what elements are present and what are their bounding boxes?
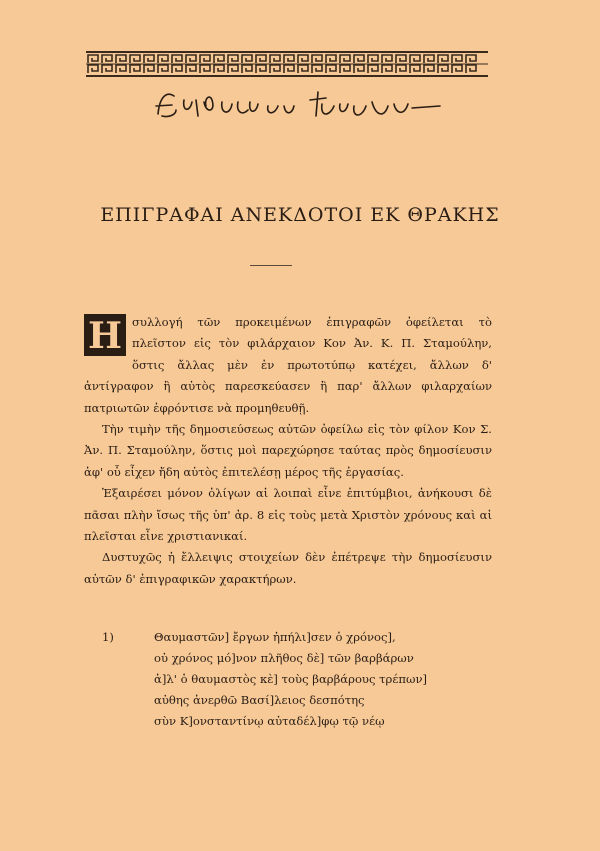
paragraph: Ἐξαιρέσει μόνον ὀλίγων αἱ λοιπαὶ εἶνε ἐπιτύμβιοι, ἀνήκουσι δὲ πᾶσαι πλὴν ἴσως τῆς ὑπ' ἀρ. 8 εἰς τοὺς μετὰ Χριστὸν χρόνους καὶ αἱ πλεῖσται εἶνε χριστιανικαί. (84, 486, 492, 544)
inscription-line: Θαυμαστῶν] ἔργων ἠπήλι]σεν ὁ χρόνος], (154, 630, 396, 644)
greek-key-ornament (86, 51, 488, 77)
paragraph: Δυστυχῶς ἡ ἔλλειψις στοιχείων δὲν ἐπέτρεψε τὴν δημοσίευσιν αὐτῶν δ' ἐπιγραφικῶν χαρακτήρων. (84, 550, 492, 586)
inscription-line: αὐθης ἀνερθῶ Βασί]λειος δεσπότης (154, 693, 365, 707)
paragraph: Τὴν τιμὴν τῆς δημοσιεύσεως αὐτῶν ὀφείλω εἰς τὸν φίλον Κον Σ. Ἀν. Π. Σταμούλην, ὅστις μοὶ παρεχώρησε ταύτας πρὸς δημοσίευσιν ἀφ' οὗ εἶχεν ἤδη αὐτὸς ἐπιτελέσῃ μέρος τῆς ἐργασίας. (84, 422, 492, 479)
drop-cap: Η (84, 314, 126, 356)
inscription-line: ἀ]λ' ὁ θαυμαστὸς κὲ] τοὺς βαρβάρους τρέπων] (154, 672, 428, 686)
page-title: ΕΠΙΓΡΑΦΑΙ ΑΝΕΚΔΟΤΟΙ ΕΚ ΘΡΑΚΗΣ (100, 204, 500, 226)
meander-border (86, 53, 488, 75)
paragraph (84, 312, 492, 419)
title-divider (250, 265, 292, 266)
inscription-line: οὐ χρόνος μό]νον πλῆθος δὲ] τῶν βαρβάρων (154, 651, 414, 665)
inscription-line: σὺν Κ]ονσταντίνῳ αὐταδέλ]φῳ τῷ νέῳ (154, 714, 385, 728)
body-text (84, 312, 492, 590)
handwritten-annotation (150, 84, 450, 124)
inscription-number: 1) (102, 630, 114, 644)
paragraph-text: συλλογή τῶν προκειμένων ἐπιγραφῶν ὀφείλεται τὸ πλεῖστον εἰς τὸν φιλάρχαιον Κον Ἀν. Κ. Π. Σταμούλην, ὅστις ἄλλας μὲν ἐν πρωτοτύπῳ κατέχει, ἄλλων δ' ἀντίγραφον ἢ αὐτὸς παρεσκεύασεν ἢ παρ' ἄλλων φιλαρχαίων πατριωτῶν ἐφρόντισε νὰ προμηθευθῇ. (84, 315, 492, 415)
inscription-lines (154, 627, 427, 732)
